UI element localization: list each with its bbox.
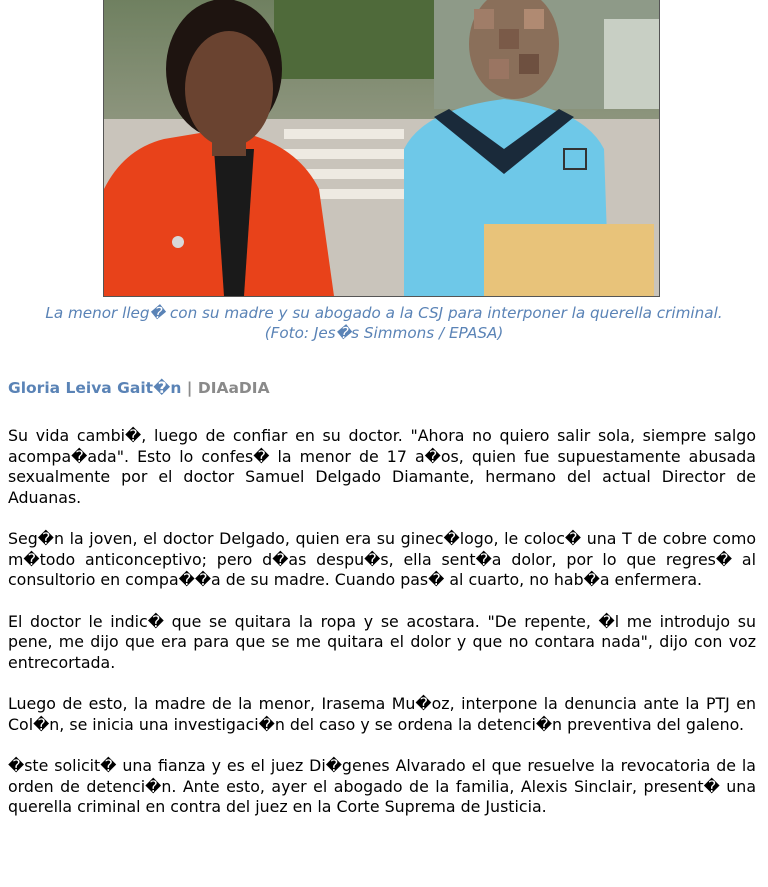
outlet-name: DIAaDIA bbox=[197, 379, 270, 397]
caption-line-2: (Foto: Jes�s Simmons / EPASA) bbox=[264, 324, 504, 342]
article-paragraph: Luego de esto, la madre de la menor, Irasema Mu�oz, interpone la denuncia ante la PTJ en Col�n, se inicia una investigaci�n del caso y se ordena la detenci�n preventiva del galeno. bbox=[8, 694, 756, 734]
author-name: Gloria Leiva Gait�n bbox=[8, 379, 182, 397]
article-paragraph: �ste solicit� una fianza y es el juez Di�genes Alvarado el que resuelve la revocatoria de la orden de detenci�n. Ante esto, ayer el abogado de la familia, Alexis Sinclair, present� una querella criminal en contra del juez en la Corte Suprema de Justicia. bbox=[8, 756, 756, 816]
photo-caption bbox=[0, 303, 768, 343]
byline bbox=[8, 378, 270, 398]
photo-illustration bbox=[104, 0, 659, 296]
byline-separator: | bbox=[186, 379, 193, 397]
article-paragraph: Seg�n la joven, el doctor Delgado, quien era su ginec�logo, le coloc� una T de cobre como m�todo anticonceptivo; pero d�as despu�s, ella sent�a dolor, por lo que regres� al consultorio en compa��a de su madre. Cuando pas� al cuarto, no hab�a enfermera. bbox=[8, 529, 756, 589]
article-paragraph: Su vida cambi�, luego de confiar en su doctor. "Ahora no quiero salir sola, siempre salgo acompa�ada". Esto lo confes� la menor de 17 a�os, quien fue supuestamente abusada sexualmente por el doctor Samuel Delgado Diamante, hermano del actual Director de Aduanas. bbox=[8, 426, 756, 507]
news-photo bbox=[103, 0, 660, 297]
article-paragraph: El doctor le indic� que se quitara la ropa y se acostara. "De repente, �l me introdujo su pene, me dijo que era para que se me quitara el dolor y que no contara nada", dijo con voz entrecortada. bbox=[8, 611, 756, 672]
caption-line-1: La menor lleg� con su madre y su abogado a la CSJ para interponer la querella criminal. bbox=[45, 304, 723, 322]
article-body bbox=[8, 426, 756, 839]
